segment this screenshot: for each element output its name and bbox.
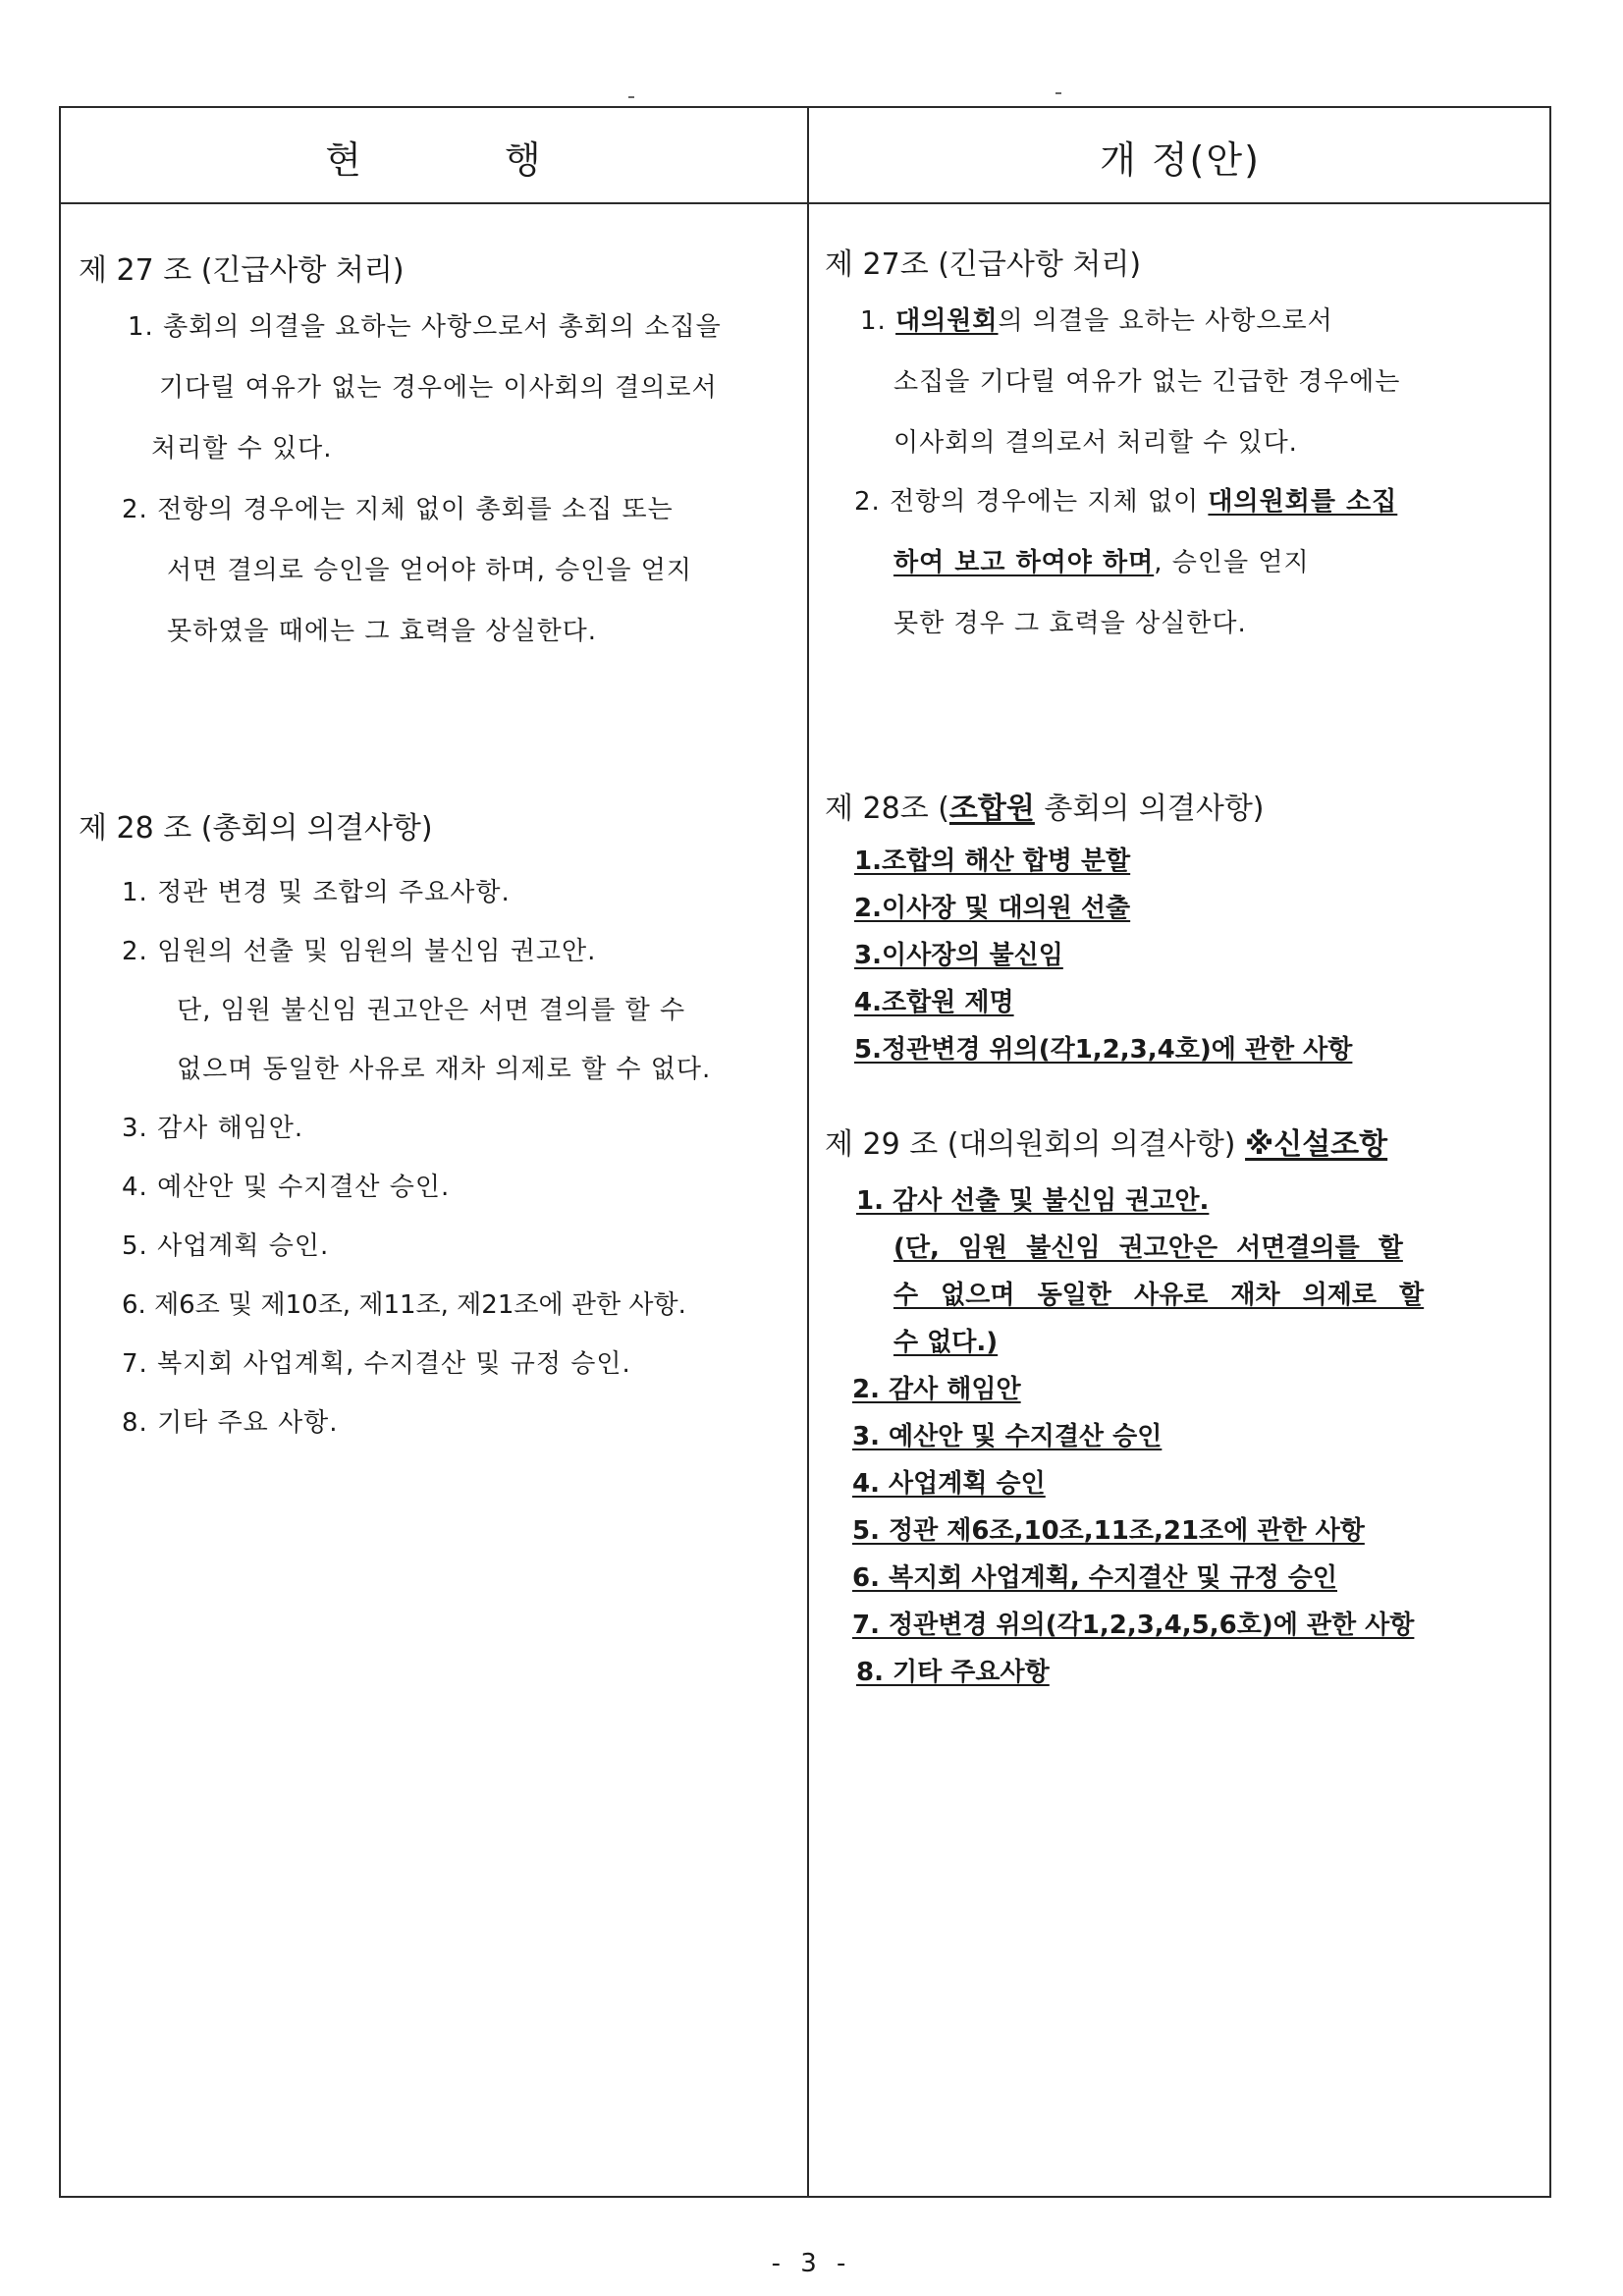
right-art29-item: 3. 예산안 및 수지결산 승인 — [852, 1422, 1163, 1451]
right-art29-item: 8. 기타 주요사항 — [856, 1658, 1050, 1687]
left-art28-item: 3. 감사 해임안. — [122, 1114, 304, 1143]
left-art27-title: 제 27 조 (긴급사항 처리) — [79, 253, 405, 288]
left-art28-title: 제 28 조 (총회의 의결사항) — [79, 811, 433, 846]
current-column — [61, 204, 807, 2196]
left-art27-p1-line3: 처리할 수 있다. — [151, 434, 333, 464]
new-clause-badge: ※신설조항 — [1245, 1127, 1388, 1162]
left-art27-p2-line2: 서면 결의로 승인을 얻어야 하며, 승인을 얻지 — [167, 556, 692, 585]
right-art29-item: 2. 감사 해임안 — [852, 1375, 1021, 1404]
right-art29-item: 5. 정관 제6조,10조,11조,21조에 관한 사항 — [852, 1516, 1365, 1546]
right-art27-p1-line2: 소집을 기다릴 여유가 없는 긴급한 경우에는 — [893, 367, 1401, 397]
left-art27-p2-line1: 2. 전항의 경우에는 지체 없이 총회를 소집 또는 — [122, 495, 674, 524]
left-art28-item: 8. 기타 주요 사항. — [122, 1408, 339, 1438]
left-art28-item-cont: 단, 임원 불신임 권고안은 서면 결의를 할 수 — [177, 996, 686, 1025]
left-art28-item: 1. 정관 변경 및 조합의 주요사항. — [122, 878, 511, 907]
right-art29-title: 제 29 조 (대의원회의 의결사항) ※신설조항 — [825, 1127, 1388, 1162]
left-art28-item: 2. 임원의 선출 및 임원의 불신임 권고안. — [122, 937, 597, 966]
right-art29-item-cont: 수 없다.) — [893, 1328, 999, 1357]
right-art27-p2-line1: 2. 전항의 경우에는 지체 없이 대의원회를 소집 — [854, 487, 1398, 517]
left-art28-item: 6. 제6조 및 제10조, 제11조, 제21조에 관한 사항. — [122, 1290, 686, 1320]
left-art28-item: 4. 예산안 및 수지결산 승인. — [122, 1173, 451, 1202]
header-revised: 개 정(안) — [1100, 137, 1261, 182]
left-art27-p1-line2: 기다릴 여유가 없는 경우에는 이사회의 결의로서 — [159, 373, 718, 403]
right-art27-bold-term: 대의원회 — [895, 306, 999, 336]
scan-speck — [628, 96, 634, 98]
right-art28-item: 5.정관변경 위의(각1,2,3,4호)에 관한 사항 — [854, 1035, 1353, 1065]
right-art28-item: 4.조합원 제명 — [854, 988, 1014, 1017]
right-art29-item: 4. 사업계획 승인 — [852, 1469, 1046, 1499]
right-art27-p1-line1: 1. 대의원회의 의결을 요하는 사항으로서 — [860, 306, 1333, 336]
left-art27-p1-line1: 1. 총회의 의결을 요하는 사항으로서 총회의 소집을 — [128, 312, 722, 342]
right-art27-p2-line2: 하여 보고 하여야 하며, 승인을 얻지 — [893, 548, 1310, 577]
table-header — [61, 108, 1549, 204]
right-art28-item: 2.이사장 및 대의원 선출 — [854, 894, 1131, 923]
left-art27-p2-line3: 못하였을 때에는 그 효력을 상실한다. — [167, 617, 598, 646]
right-art28-title: 제 28조 (조합원 총회의 의결사항) — [825, 792, 1265, 826]
revised-column — [809, 204, 1551, 2196]
right-art27-title: 제 27조 (긴급사항 처리) — [825, 247, 1142, 282]
right-art27-p2-line3: 못한 경우 그 효력을 상실한다. — [893, 609, 1247, 638]
left-art28-item-cont: 없으며 동일한 사유로 재차 의제로 할 수 없다. — [177, 1055, 712, 1084]
right-art27-p1-line3: 이사회의 결의로서 처리할 수 있다. — [893, 428, 1298, 458]
header-current: 현 행 — [325, 137, 543, 182]
scan-speck — [1055, 92, 1061, 94]
right-art29-item: 7. 정관변경 위의(각1,2,3,4,5,6호)에 관한 사항 — [852, 1611, 1415, 1640]
right-art28-item: 3.이사장의 불신임 — [854, 941, 1063, 970]
comparison-table — [59, 106, 1551, 2198]
right-art29-item-cont: 수 없으며 동일한 사유로 재차 의제로 할 — [893, 1281, 1425, 1310]
right-art29-item: 6. 복지회 사업계획, 수지결산 및 규정 승인 — [852, 1563, 1338, 1593]
right-art29-item-cont: (단, 임원 불신임 권고안은 서면결의를 할 — [893, 1233, 1403, 1263]
right-art29-item: 1. 감사 선출 및 불신임 권고안. — [856, 1186, 1210, 1216]
left-art28-item: 7. 복지회 사업계획, 수지결산 및 규정 승인. — [122, 1349, 631, 1379]
page-number: - 3 - — [771, 2249, 852, 2278]
right-art27-p2-bold: 대의원회를 소집 — [1208, 487, 1398, 517]
left-art28-item: 5. 사업계획 승인. — [122, 1231, 330, 1261]
right-art28-item: 1.조합의 해산 합병 분할 — [854, 847, 1131, 876]
